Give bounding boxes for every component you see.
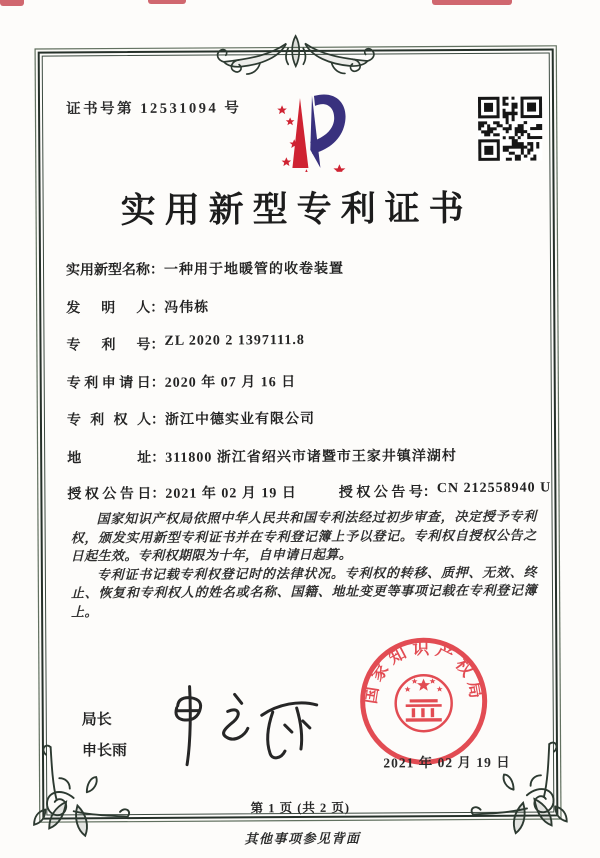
director-role: 局长: [81, 712, 112, 729]
field-row-patent-no: [66, 332, 536, 372]
back-side-note: 其他事项参见背面: [244, 830, 361, 847]
field-label: 专利申请日: [66, 375, 151, 391]
field-value: ZL 2020 2 1397111.8: [164, 332, 305, 349]
svg-text:国家知识产权局: [360, 639, 486, 706]
field-label: 专利号: [66, 337, 151, 354]
qr-code: [478, 97, 542, 161]
director-name: 申长雨: [81, 743, 128, 760]
field-label: 授权公告日: [67, 486, 152, 503]
director-signature-icon: [150, 674, 333, 777]
field-value: 2021 年 02 月 19 日: [165, 486, 297, 502]
certificate-number: 证书号第 12531094 号: [66, 100, 242, 118]
field-row-patentee: [67, 407, 537, 447]
field-value: CN 212558940 U: [436, 480, 552, 497]
legal-paragraph-1: 国家知识产权局依照中华人民共和国专利法经过初步审查，决定授予专利权，颁发实用新型专利证书并在专利登记簿上予以登记。专利权自授权公告之日起生效。专利权期限为十年，自申请日起算。: [70, 508, 537, 564]
field-value: 冯伟栋: [164, 300, 210, 316]
field-row-name: [66, 257, 536, 297]
field-colon: ：: [150, 375, 165, 391]
page-number: 第 1 页 (共 2 页): [250, 800, 351, 816]
legal-paragraph-2: 专利证书记载专利权登记时的法律状况。专利权的转移、质押、无效、终止、恢复和专利权人的姓名或名称、国籍、地址变更等事项记载在专利登记簿上。: [70, 564, 538, 620]
national-emblem-icon: [396, 675, 452, 731]
field-value: 2020 年 07 月 16 日: [164, 374, 297, 391]
grant-row: [67, 480, 552, 504]
field-colon: ：: [150, 337, 165, 353]
certificate-title: 实用新型专利证书: [120, 188, 473, 231]
certificate-frame: [38, 48, 559, 819]
field-colon: ：: [150, 412, 165, 428]
field-colon: ：: [151, 486, 166, 502]
field-colon: ：: [150, 300, 165, 316]
legal-text: [70, 508, 537, 622]
field-row-address: [67, 444, 537, 484]
cnipa-logo-icon: [252, 88, 349, 173]
field-colon: ：: [422, 485, 437, 501]
field-row-filing-date: [67, 369, 537, 409]
field-value: 311800 浙江省绍兴市诸暨市王家井镇洋湖村: [165, 448, 457, 466]
director-block: [82, 705, 127, 767]
field-row-inventor: [66, 294, 536, 334]
field-value: 浙江中德实业有限公司: [164, 411, 315, 428]
grant-no-pair: [339, 480, 551, 501]
field-label: 专利权人: [66, 412, 151, 429]
field-colon: ：: [149, 262, 165, 278]
field-colon: ：: [151, 450, 166, 466]
field-list: [66, 257, 537, 485]
field-label: 授权公告号: [338, 485, 423, 501]
field-value: 一种用于地暖管的收卷装置: [163, 261, 345, 278]
field-label: 地址: [67, 450, 152, 466]
seal-text: 国家知识产权局: [360, 638, 487, 706]
grant-date-pair: [67, 482, 297, 503]
seal-date: 2021 年 02 月 19 日: [383, 754, 511, 771]
field-label: 实用新型名称: [65, 262, 151, 279]
field-label: 发明人: [66, 300, 151, 316]
